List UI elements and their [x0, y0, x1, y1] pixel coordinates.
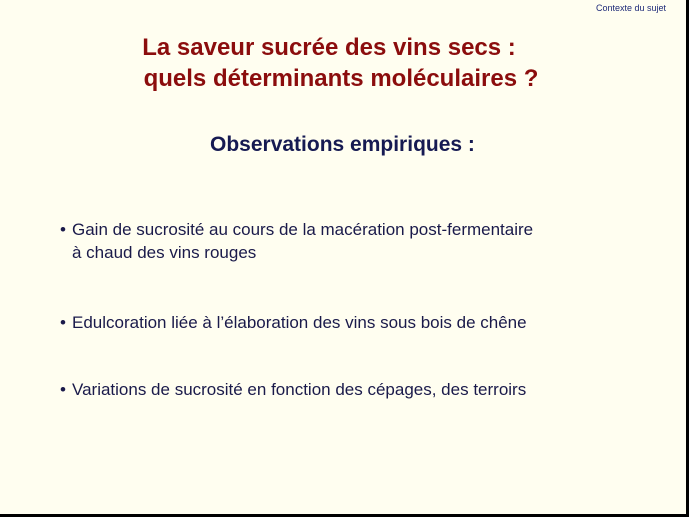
bullet-marker: • — [60, 313, 66, 332]
bullet-marker: • — [60, 380, 66, 399]
bullet-marker: • — [60, 220, 66, 239]
slide-title — [0, 32, 686, 94]
slide-title-line-2: quels déterminants moléculaires ? — [143, 65, 539, 92]
slide-subtitle: Observations empiriques : — [210, 133, 475, 156]
slide-title-line-1: La saveur sucrée des vins secs : — [142, 34, 516, 61]
bullet-item — [60, 311, 650, 334]
bullet-text-line-1: Variations de sucrosité en fonction des cépages, des terroirs — [72, 380, 527, 399]
section-label: Contexte du sujet — [595, 3, 666, 13]
bullet-text-line-1: Edulcoration liée à l’élaboration des vins sous bois de chêne — [72, 313, 527, 332]
bullet-text-line-1: Gain de sucrosité au cours de la macération post-fermentaire — [72, 220, 534, 239]
bullet-item — [60, 378, 650, 401]
bullet-text-line-2: à chaud des vins rouges — [72, 243, 257, 262]
bullet-item — [60, 218, 650, 264]
